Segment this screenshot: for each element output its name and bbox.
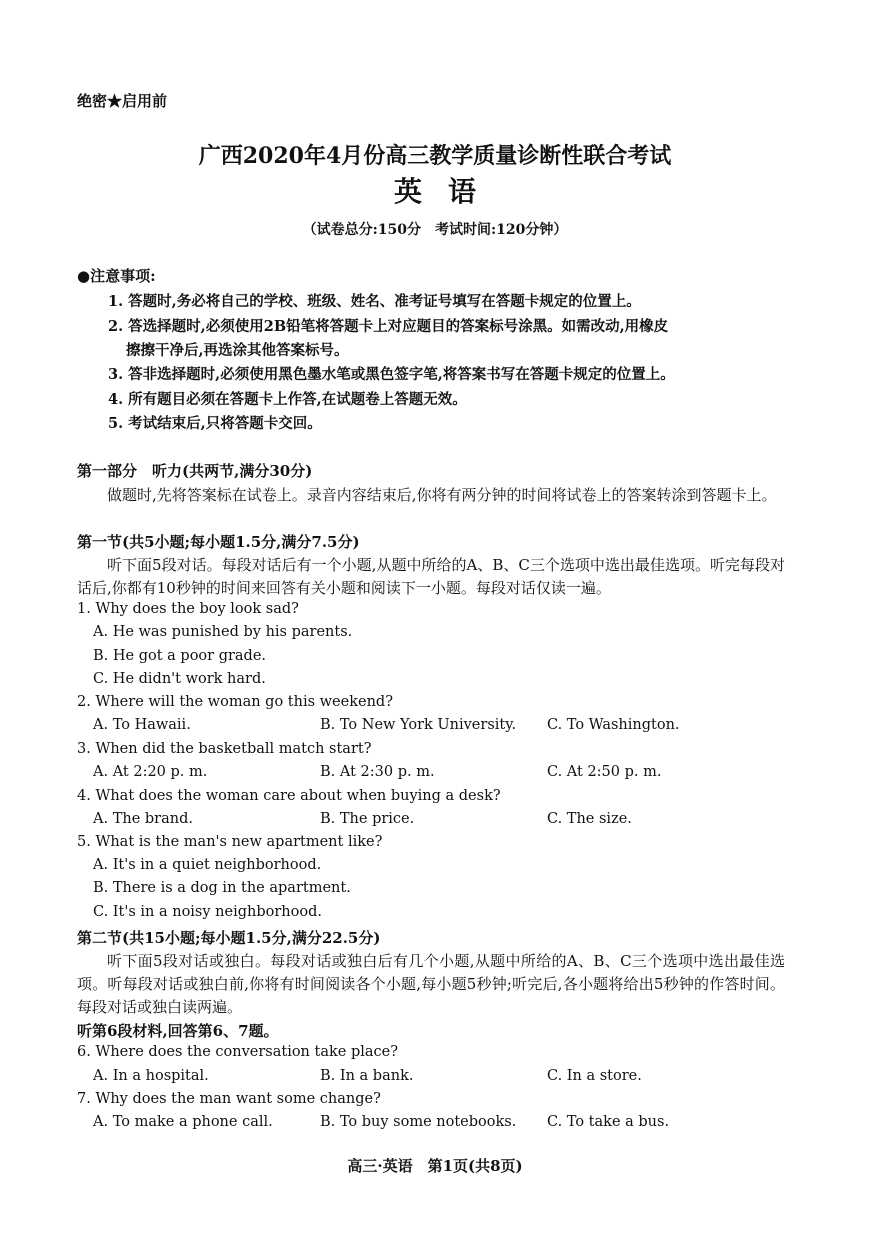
q2-option-c: C. To Washington. xyxy=(547,717,680,733)
notice-heading: ●注意事项: xyxy=(77,267,156,285)
q7-option-a: A. To make a phone call. xyxy=(93,1114,273,1130)
secret-label: 绝密★启用前 xyxy=(77,92,168,110)
notice-item-cont: 擦擦干净后,再选涂其他答案标号。 xyxy=(126,342,349,359)
q5-option-c: C. It's in a noisy neighborhood. xyxy=(93,904,322,920)
section1-heading: 第一节(共5小题;每小题1.5分,满分7.5分) xyxy=(77,533,360,551)
q3-option-a: A. At 2:20 p. m. xyxy=(93,764,208,780)
q6-option-b: B. In a bank. xyxy=(320,1068,414,1084)
q4-option-b: B. The price. xyxy=(320,811,415,827)
notice-item: 4. 所有题目必须在答题卡上作答,在试题卷上答题无效。 xyxy=(108,391,467,408)
notice-item: 3. 答非选择题时,必须使用黑色墨水笔或黑色签字笔,将答案书写在答题卡规定的位置上。 xyxy=(108,366,675,383)
question-5: 5. What is the man's new apartment like? xyxy=(77,834,383,850)
q5-option-a: A. It's in a quiet neighborhood. xyxy=(93,857,322,873)
q7-option-b: B. To buy some notebooks. xyxy=(320,1114,517,1130)
section1-intro: 听下面5段对话。每段对话后有一个小题,从题中所给的A、B、C三个选项中选出最佳选项。听完每段对话后,你都有10秒钟的时间来回答有关小题和阅读下一小题。每段对话仅读一遍。 xyxy=(77,556,785,597)
q7-option-c: C. To take a bus. xyxy=(547,1114,670,1130)
q1-option-a: A. He was punished by his parents. xyxy=(93,624,353,640)
part1-heading: 第一部分 听力(共两节,满分30分) xyxy=(77,462,313,480)
section2-intro: 听下面5段对话或独白。每段对话或独白后有几个小题,从题中所给的A、B、C三个选项中选出最佳选项。听每段对话或独白前,你将有时间阅读各个小题,每小题5秒钟;听完后,各小题将给出5秒钟的作答时间。每段对话或独白读两遍。 xyxy=(77,952,785,1016)
q5-option-b: B. There is a dog in the apartment. xyxy=(93,880,351,896)
section2-sub-heading: 听第6段材料,回答第6、7题。 xyxy=(77,1022,279,1040)
q2-option-a: A. To Hawaii. xyxy=(93,717,191,733)
notice-item: 5. 考试结束后,只将答题卡交回。 xyxy=(108,415,322,432)
exam-title: 广西2020年4月份高三教学质量诊断性联合考试 xyxy=(198,143,672,169)
q3-option-b: B. At 2:30 p. m. xyxy=(320,764,435,780)
section2-heading: 第二节(共15小题;每小题1.5分,满分22.5分) xyxy=(77,929,381,947)
q2-option-b: B. To New York University. xyxy=(320,717,517,733)
notice-item: 1. 答题时,务必将自己的学校、班级、姓名、准考证号填写在答题卡规定的位置上。 xyxy=(108,293,641,310)
notice-item: 2. 答选择题时,必须使用2B铅笔将答题卡上对应题目的答案标号涂黑。如需改动,用橡皮 xyxy=(108,318,669,335)
question-6: 6. Where does the conversation take place? xyxy=(77,1044,398,1060)
q1-option-b: B. He got a poor grade. xyxy=(93,648,267,664)
q6-option-a: A. In a hospital. xyxy=(93,1068,209,1084)
q4-option-a: A. The brand. xyxy=(93,811,193,827)
question-2: 2. Where will the woman go this weekend? xyxy=(77,694,393,710)
q6-option-c: C. In a store. xyxy=(547,1068,642,1084)
q1-option-c: C. He didn't work hard. xyxy=(93,671,266,687)
q3-option-c: C. At 2:50 p. m. xyxy=(547,764,662,780)
part1-intro: 做题时,先将答案标在试卷上。录音内容结束后,你将有两分钟的时间将试卷上的答案转涂到答题卡上。 xyxy=(107,486,777,504)
q4-option-c: C. The size. xyxy=(547,811,632,827)
exam-meta: （试卷总分:150分 考试时间:120分钟） xyxy=(302,222,568,238)
question-4: 4. What does the woman care about when buying a desk? xyxy=(77,788,501,804)
question-3: 3. When did the basketball match start? xyxy=(77,741,372,757)
question-7: 7. Why does the man want some change? xyxy=(77,1091,381,1107)
subject-title: 英语 xyxy=(393,175,502,208)
page-footer: 高三·英语 第1页(共8页) xyxy=(347,1157,523,1175)
question-1: 1. Why does the boy look sad? xyxy=(77,601,299,617)
